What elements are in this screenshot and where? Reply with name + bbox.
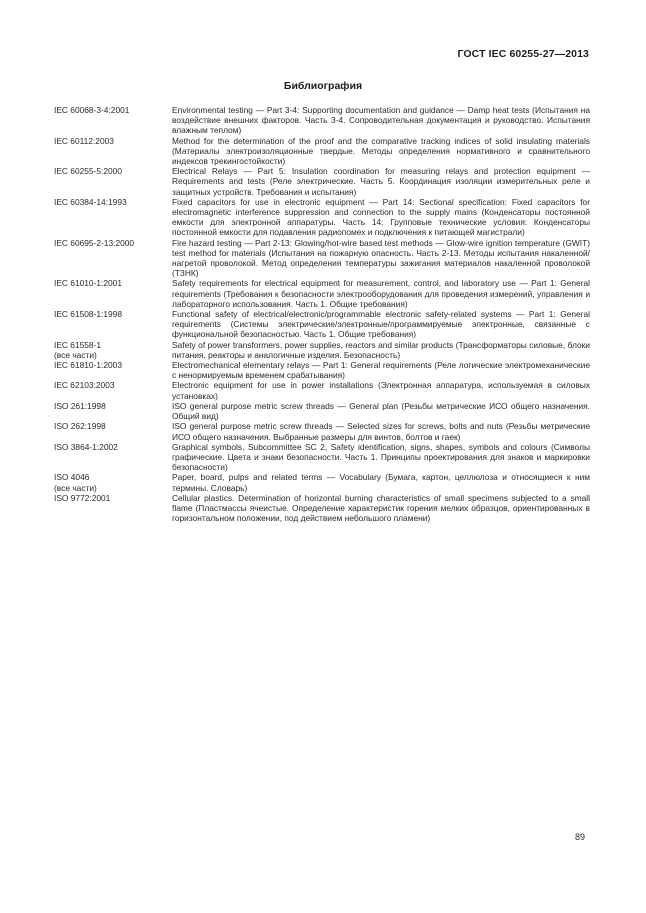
bibliography-entry	[54, 238, 590, 279]
reference-code-cell	[54, 442, 172, 452]
reference-code-cell	[54, 197, 172, 207]
reference-code: IEC 61010-1:2001	[54, 278, 122, 289]
reference-code: ISO 9772:2001	[54, 492, 111, 503]
reference-code: IEC 61508-1:1998	[54, 309, 122, 320]
bibliography-entry	[54, 472, 590, 492]
reference-code: ISO 262:1998	[54, 421, 106, 432]
reference-code: IEC 60695-2-13:2000	[54, 237, 135, 248]
reference-code-cell	[54, 401, 172, 411]
reference-code: IEC 61558-1	[54, 339, 102, 350]
bibliography-entry	[54, 278, 590, 309]
reference-description: ISO general purpose metric screw threads — Selected sizes for screws, bolts and nuts (Резьбы метрические ИСО общего назначения. Выбранные размеры для винтов, болтов и гаек)	[172, 421, 590, 442]
bibliography-entry	[54, 360, 590, 380]
reference-description: Method for the determination of the proof and the comparative tracking indices of solid insulating materials (Материалы электроизоляционные твердые. Методы определения нормативного и сравнительного индексов трекингостойкости)	[172, 135, 590, 167]
reference-code-cell	[54, 238, 172, 248]
reference-description: Functional safety of electrical/electronic/programmable electronic safety-related systems — Part 1: General requirements (Системы электрические/электронные/программируемые электронные, связанные с функциональной безопасностью. Часть 1. Общие требования)	[172, 309, 590, 340]
reference-code: IEC 60255-5:2000	[54, 166, 122, 177]
bibliography-entry	[54, 309, 590, 340]
reference-description: Fixed capacitors for use in electronic equipment — Part 14: Sectional specification: Fixed capacitors for electromagnetic interference suppression and connection to the supply mains (Конденсаторы постоянной емкости для электронной аппаратуры. Часть 14: Групповые технические условия: Конденсаторы постоянной емкости для подавления радиопомех и подключения к питающей магистрали)	[172, 196, 590, 238]
reference-code: IEC 60068-3-4:2001	[54, 105, 130, 115]
bibliography-entry	[54, 493, 590, 524]
bibliography-entry	[54, 197, 590, 238]
bibliography-entry	[54, 401, 590, 421]
bibliography-entry	[54, 105, 590, 136]
reference-description: Cellular plastics. Determination of horizontal burning characteristics of small specimens subjected to a small flame (Пластмассы ячеистые. Определение характеристик горения мелких образцов, ориентированных в горизонтальном положении, под действием небольшого пламени)	[172, 492, 590, 524]
reference-code-cell	[54, 340, 172, 360]
reference-description: Electronic equipment for use in power installations (Электронная аппаратура, используемая в силовых установках)	[172, 380, 590, 401]
reference-code-cell	[54, 421, 172, 431]
reference-description: Fire hazard testing — Part 2-13: Glowing/hot-wire based test methods — Glow-wire ignition temperature (GWIT) test method for materials (Испытания на пожарную опасность. Часть 2-13. Методы испытания накаленной/ нагретой проволокой. Метод определения температуры зажигания материалов накаленной проволокой (ТЗНК)	[172, 237, 590, 279]
bibliography-entry	[54, 340, 590, 360]
reference-code: IEC 60112:2003	[54, 135, 114, 146]
reference-description: Paper, board, pulps and related terms — Vocabulary (Бумага, картон, целлюлоза и относящиеся к ним термины. Словарь)	[172, 472, 590, 493]
reference-code-cell	[54, 360, 172, 370]
bibliography-entry	[54, 380, 590, 400]
reference-description: Safety requirements for electrical equipment for measurement, control, and laboratory use — Part 1: General requirements (Требования к безопасности электрооборудования для проведения измерений, управления и лабораторного использования. Часть 1. Общие требования)	[172, 278, 590, 309]
reference-code-cell	[54, 472, 172, 492]
bibliography-list	[54, 105, 590, 523]
reference-code-note: (все части)	[54, 349, 97, 360]
reference-code: ISO 4046	[54, 472, 90, 483]
reference-code: IEC 61810-1:2003	[54, 360, 122, 371]
bibliography-entry	[54, 166, 590, 197]
reference-code: IEC 62103:2003	[54, 380, 115, 391]
page-title: Библиография	[283, 80, 363, 92]
reference-code-cell	[54, 278, 172, 288]
reference-code-cell	[54, 309, 172, 319]
reference-description: Electrical Relays — Part 5: Insulation coordination for measuring relays and protection equipment — Requirements and tests (Реле электрические. Часть 5. Координация изоляции измерительных реле и защитных устройств. Требования и испытания)	[172, 166, 590, 197]
reference-code-note: (все части)	[54, 482, 97, 493]
reference-description: Electromechanical elementary relays — Part 1: General requirements (Реле логические электромеханические с ненормируемым временем срабатывания)	[172, 360, 590, 381]
reference-code-cell	[54, 380, 172, 390]
document-id-header: ГОСТ IEC 60255-27—2013	[457, 48, 589, 60]
page-number: 89	[574, 832, 585, 842]
reference-code-cell	[54, 105, 172, 115]
bibliography-entry	[54, 421, 590, 441]
reference-description: Safety of power transformers, power supplies, reactors and similar products (Трансформаторы силовые, блоки питания, реакторы и аналогичные изделия. Безопасность)	[172, 339, 590, 360]
reference-description: Environmental testing — Part 3-4: Supporting documentation and guidance — Damp heat tests (Испытания на воздействие внешних факторов. Часть 3-4. Сопроводительная документация и руководство. Испытания влажным теплом)	[172, 105, 590, 136]
reference-description: Graphical symbols, Subcommittee SC 2, Safety identification, signs, shapes, symbols and colours (Символы графические. Цвета и знаки безопасности. Часть 1. Принципы проектирования для знаков и маркировки безопасности)	[172, 441, 590, 473]
bibliography-entry	[54, 442, 590, 473]
reference-code-cell	[54, 493, 172, 503]
reference-code: ISO 3864-1:2002	[54, 441, 118, 452]
bibliography-entry	[54, 136, 590, 167]
reference-code-cell	[54, 136, 172, 146]
reference-code-cell	[54, 166, 172, 176]
reference-description: ISO general purpose metric screw threads — General plan (Резьбы метрические ИСО общего назначения. Общий вид)	[172, 400, 590, 422]
reference-code: ISO 261:1998	[54, 400, 106, 411]
reference-code: IEC 60384-14:1993	[54, 196, 127, 207]
